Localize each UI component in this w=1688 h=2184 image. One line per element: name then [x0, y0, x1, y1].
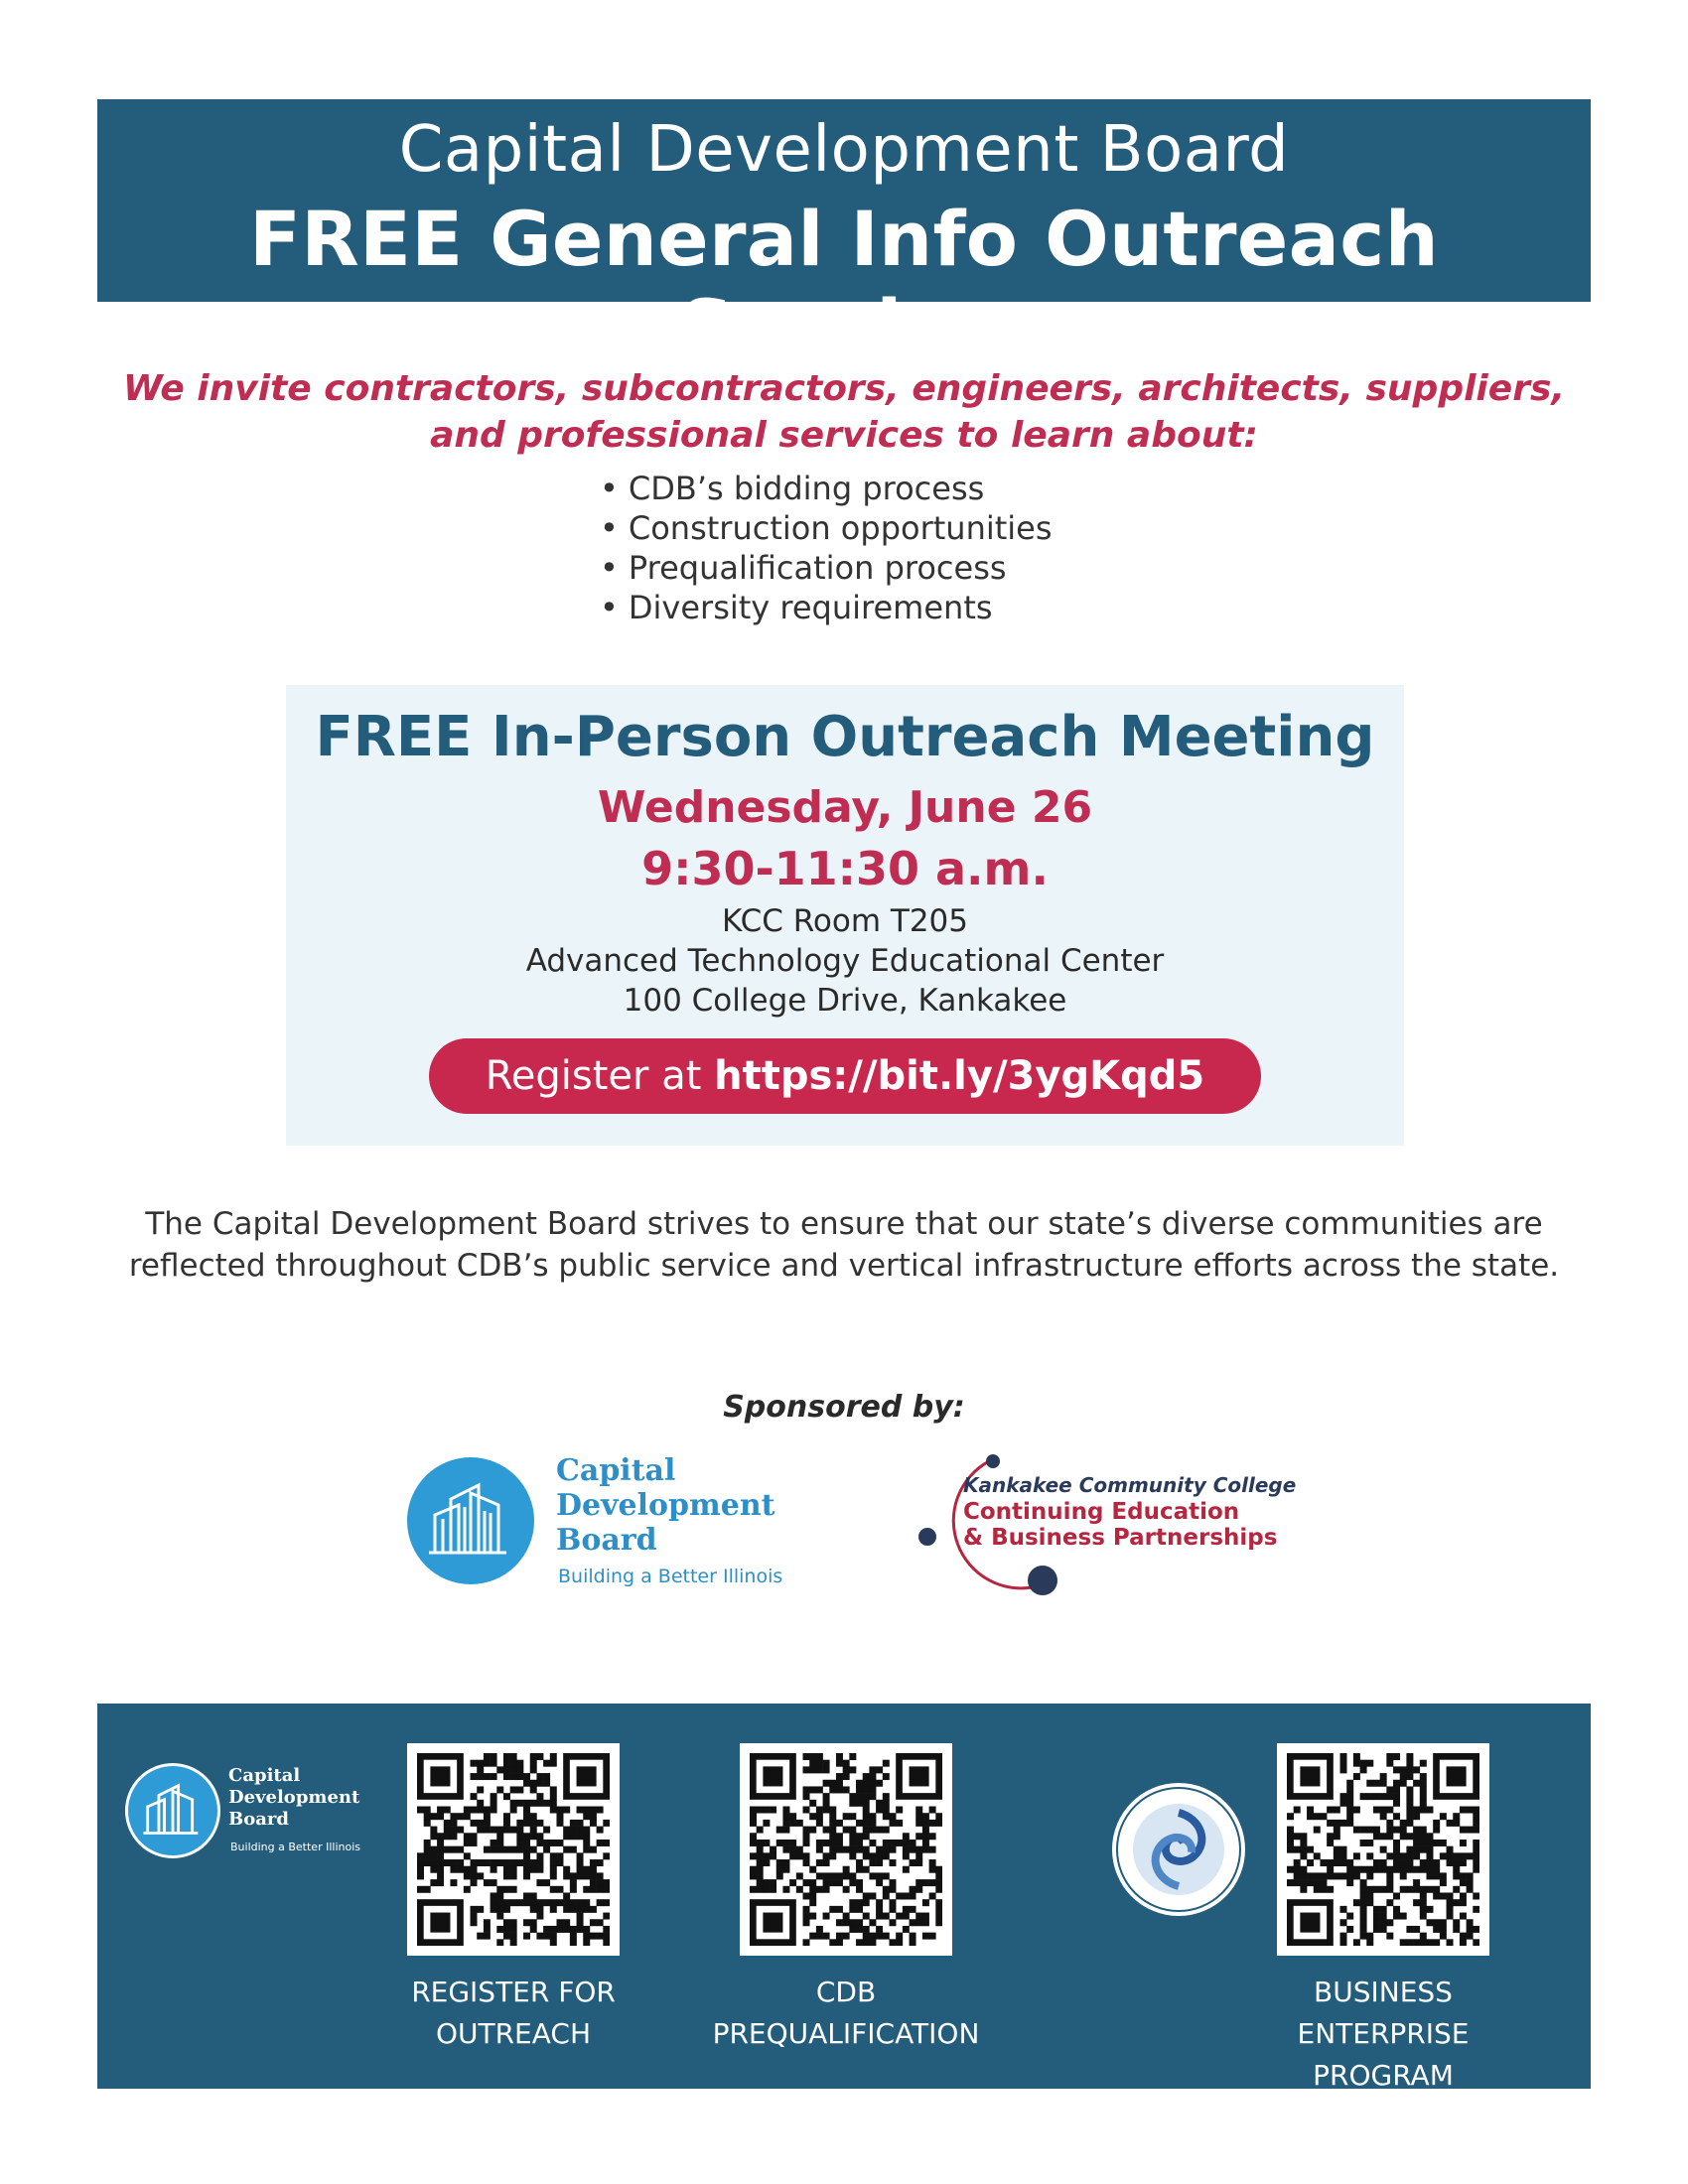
- footer-cdb-tagline: Building a Better Illinois: [230, 1841, 360, 1853]
- invitation-line-2: and professional services to learn about:: [430, 415, 1258, 456]
- kcc-name: Kankakee Community College: [963, 1473, 1297, 1497]
- cdb-logo-line-1: Capital: [556, 1453, 676, 1488]
- qr-caption-prequalification: [687, 1972, 1005, 2055]
- kcc-division-line-1: Continuing Education: [963, 1499, 1240, 1525]
- invitation-line-1: We invite contractors, subcontractors, engineers, architects, suppliers,: [122, 368, 1566, 409]
- meeting-address: 100 College Drive, Kankakee: [623, 983, 1067, 1019]
- topic-item: • Diversity requirements: [600, 588, 1053, 627]
- meeting-time: 9:30-11:30 a.m.: [641, 842, 1049, 895]
- qr-code-pattern: [750, 1753, 942, 1946]
- cdb-logo-wordmark: [556, 1453, 775, 1558]
- qr-caption-register: [354, 1972, 672, 2055]
- kcc-division-line-2: & Business Partnerships: [963, 1525, 1278, 1551]
- topic-item: • CDB’s bidding process: [600, 469, 1053, 508]
- header-banner: [97, 99, 1591, 371]
- cdb-logo-line-2: Development: [556, 1488, 775, 1523]
- register-url[interactable]: https://bit.ly/3ygKqd5: [714, 1053, 1205, 1099]
- register-link-button[interactable]: [429, 1038, 1261, 1114]
- footer-logo-line-2: Development: [228, 1787, 360, 1808]
- footer-cdb-wordmark: [228, 1765, 359, 1831]
- footer-logo-line-3: Board: [228, 1809, 289, 1830]
- qr-caption-register-line-2: OUTREACH: [435, 2017, 592, 2050]
- meeting-date: Wednesday, June 26: [597, 782, 1093, 833]
- qr-caption-business-enterprise: [1224, 1972, 1542, 2097]
- qr-caption-bep-line-2: ENTERPRISE PROGRAM: [1297, 2017, 1470, 2092]
- qr-caption-register-line-1: REGISTER FOR: [411, 1976, 616, 2008]
- qr-caption-bep-line-1: BUSINESS: [1314, 1976, 1453, 2008]
- mission-line-1: The Capital Development Board strives to ensure that our state’s diverse communities are: [145, 1206, 1543, 1242]
- header-title: Capital Development Board: [398, 113, 1290, 187]
- cdb-building-icon: [407, 1457, 534, 1584]
- qr-caption-prequal-line-1: CDB: [815, 1976, 877, 2008]
- header-subtitle: FREE General Info Outreach Session: [248, 195, 1439, 371]
- mission-line-2: reflected throughout CDB’s public service and vertical infrastructure efforts across the state.: [128, 1248, 1560, 1284]
- mission-statement: [79, 1203, 1609, 1287]
- topic-item: • Construction opportunities: [600, 508, 1053, 548]
- cdb-logo-line-3: Board: [556, 1523, 657, 1558]
- qr-code-prequalification[interactable]: [740, 1743, 952, 1956]
- cdb-tagline: Building a Better Illinois: [558, 1566, 783, 1587]
- footer-cdb-building-icon: [125, 1763, 220, 1858]
- meeting-building: Advanced Technology Educational Center: [525, 943, 1165, 979]
- invitation-text: [99, 365, 1589, 459]
- sponsored-by-label: Sponsored by:: [723, 1390, 965, 1425]
- meeting-title: FREE In-Person Outreach Meeting: [315, 705, 1375, 769]
- meeting-room: KCC Room T205: [721, 903, 968, 939]
- qr-code-pattern: [417, 1753, 610, 1946]
- illinois-equity-seal: [1112, 1783, 1245, 1916]
- qr-code-register[interactable]: [407, 1743, 620, 1956]
- qr-code-business-enterprise[interactable]: [1277, 1743, 1489, 1956]
- qr-caption-prequal-line-2: PREQUALIFICATION: [712, 2017, 980, 2050]
- register-prefix: Register at: [485, 1053, 702, 1099]
- qr-code-pattern: [1287, 1753, 1479, 1946]
- topic-item: • Prequalification process: [600, 548, 1053, 588]
- footer-logo-line-1: Capital: [228, 1765, 301, 1786]
- footer-banner: [97, 1704, 1591, 2092]
- meeting-info-box: [286, 685, 1404, 1146]
- topic-list: [600, 469, 1053, 627]
